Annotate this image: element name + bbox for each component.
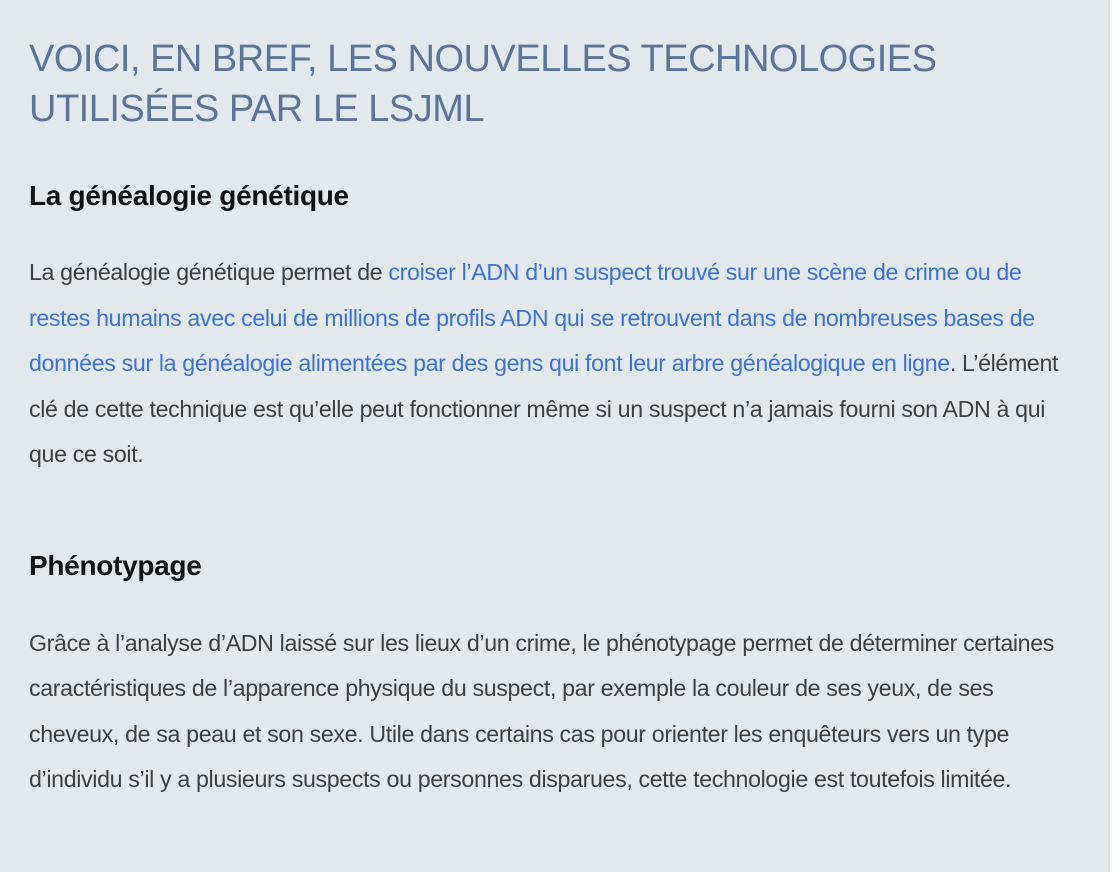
section-paragraph-genetic-genealogy	[29, 250, 1080, 478]
paragraph-text-after-link: . L’élément clé de cette technique est qu’elle peut fonctionner même si un suspect n’a jamais fourni son ADN à qui que ce soit.	[29, 350, 1059, 467]
page-title: VOICI, EN BREF, LES NOUVELLES TECHNOLOGIES UTILISÉES PAR LE LSJML	[29, 38, 937, 130]
adn-cross-reference-link[interactable]: croiser l’ADN d’un suspect trouvé sur une scène de crime ou de restes humains avec celui de millions de profils ADN qui se retrouvent dans de nombreuses bases de données sur la généalogie alimentées par des gens qui font leur arbre généalogique en ligne	[29, 259, 1035, 376]
section-paragraph-phenotyping: Grâce à l’analyse d’ADN laissé sur les lieux d’un crime, le phénotypage permet de déterminer certaines caractéristiques de l’apparence physique du suspect, par exemple la couleur de ses yeux, de ses cheveux, de sa peau et son sexe. Utile dans certains cas pour orienter les enquêteurs vers un type d’individu s’il y a plusieurs suspects ou personnes disparues, cette technologie est toutefois limitée.	[29, 629, 1055, 792]
section-heading-phenotyping: Phénotypage	[29, 549, 202, 581]
section-heading-genetic-genealogy: La généalogie génétique	[29, 180, 349, 211]
paragraph-text-before-link: La généalogie génétique permet de	[29, 259, 389, 285]
